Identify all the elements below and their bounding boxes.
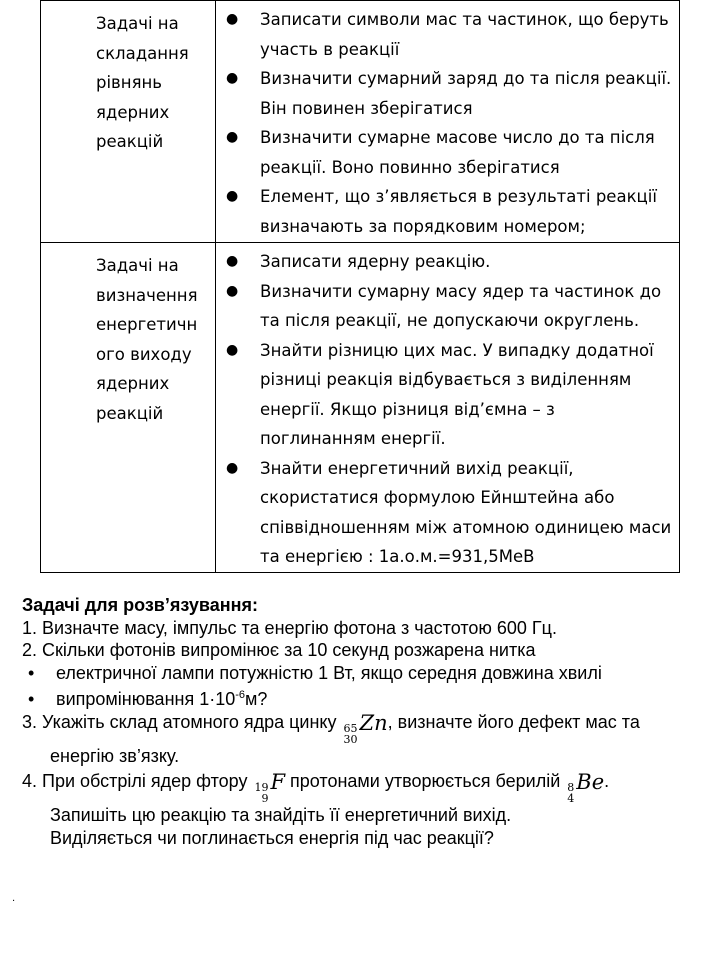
topic-text — [41, 1, 215, 157]
bullet-icon: ● — [226, 253, 239, 269]
list-item — [216, 182, 673, 241]
list-item — [216, 5, 673, 64]
topic-line: ого виходу — [96, 344, 192, 364]
bullet-icon: ● — [226, 188, 239, 204]
charge-number: 4 — [567, 792, 575, 805]
footer-mark: . — [12, 893, 16, 904]
bullet-icon: ● — [226, 11, 239, 27]
step-text: Записати ядерну реакцію. — [260, 252, 491, 271]
topic-line: Задачі на — [96, 256, 179, 275]
table-row — [41, 1, 680, 243]
list-item — [216, 336, 673, 454]
steps-list — [216, 1, 679, 241]
topic-cell — [41, 243, 216, 573]
list-item — [216, 454, 673, 572]
task-4-line-3: Виділяється чи поглинається енергія під час реакції? — [50, 827, 494, 848]
mass-number: 19 — [254, 781, 269, 794]
tasks-heading: Задачі для розв’язування: — [22, 595, 258, 615]
bullet-icon: ● — [226, 282, 239, 299]
bullet-icon: ● — [226, 129, 239, 145]
topic-line: рівнянь — [96, 73, 163, 92]
task-text: протонами утворюється берилій — [285, 771, 566, 791]
task-text: м? — [245, 689, 268, 709]
step-text: Визначити сумарне масове число до та після реакції. Воно повинно зберігатися — [260, 128, 655, 177]
mass-number: 65 — [343, 721, 358, 735]
beryllium-nuclide — [567, 782, 574, 804]
topic-line: складання — [96, 43, 189, 63]
element-symbol: Be — [576, 770, 605, 794]
list-item — [216, 64, 673, 123]
topic-line: ядерних — [96, 102, 170, 122]
topic-text — [41, 243, 215, 428]
task-text: , визначте його дефект мас та — [387, 711, 640, 732]
charge-number: 30 — [343, 732, 358, 746]
task-4 — [22, 770, 720, 804]
steps-cell — [216, 243, 680, 573]
bullet-icon: • — [28, 689, 35, 709]
task-3 — [22, 711, 720, 745]
steps-cell — [216, 1, 680, 243]
element-symbol: F — [270, 770, 286, 794]
charge-number: 9 — [261, 792, 269, 805]
task-2: 2. Скільки фотонів випромінює за 10 секунд розжарена нитка — [22, 640, 536, 660]
task-2-line-2 — [22, 662, 720, 685]
table-row — [41, 243, 680, 573]
task-text: електричної лампи потужністю 1 Вт, якщо середня довжина хвилі — [56, 662, 602, 683]
task-1: 1. Визначте масу, імпульс та енергію фотона з частотою 600 Гц. — [22, 617, 557, 638]
step-text: Елемент, що з’являється в результаті реакції визначають за порядковим номером; — [260, 187, 657, 236]
task-text: випромінювання 1·10 — [56, 689, 236, 709]
steps-list — [216, 243, 679, 572]
fluorine-nuclide — [254, 782, 268, 804]
mass-number: 8 — [567, 781, 575, 794]
bullet-icon: • — [28, 662, 35, 683]
exponent: -6 — [235, 689, 246, 701]
list-item — [216, 247, 673, 277]
topic-line: Задачі на — [96, 14, 179, 33]
step-text: Знайти енергетичний вихід реакції, скористатися формулою Ейнштейна або співвідношенням між атомною одиницею маси та енергією : 1а.о.м.=931,5МеВ — [260, 458, 672, 566]
task-2-line-3 — [22, 684, 720, 711]
task-text: 3. Укажіть склад атомного ядра цинку — [22, 711, 342, 732]
step-text: Записати символи мас та частинок, що беруть участь в реакції — [260, 10, 669, 59]
step-text: Визначити сумарний заряд до та після реакції. Він повинен зберігатися — [260, 69, 672, 118]
element-symbol: Zn — [359, 710, 388, 735]
step-text: Знайти різницю цих мас. У випадку додатної різниці реакція відбувається з виділенням енергії. Якщо різниця від’ємна – з поглинанням енергії. — [260, 340, 654, 448]
topic-line: визначення — [96, 285, 198, 305]
list-item — [216, 123, 673, 182]
topic-line: реакцій — [96, 132, 164, 151]
topic-cell — [41, 1, 216, 243]
topic-line: ядерних — [96, 374, 170, 393]
tasks-section — [22, 594, 720, 849]
task-3-cont: енергію зв’язку. — [50, 745, 180, 766]
bullet-icon: ● — [226, 341, 239, 358]
task-4-line-2: Запишіть цю реакцію та знайдіть її енергетичний вихід. — [50, 805, 512, 825]
step-text: Визначити сумарну масу ядер та частинок до та після реакції, не допускаючи округлень. — [260, 281, 662, 330]
topic-line: реакцій — [96, 403, 164, 423]
zinc-nuclide — [344, 723, 358, 745]
task-text: . — [604, 771, 610, 791]
methods-table — [40, 0, 680, 573]
task-text: 4. При обстрілі ядер фтору — [22, 771, 253, 791]
list-item — [216, 277, 673, 336]
bullet-icon: ● — [226, 70, 239, 86]
bullet-icon: ● — [226, 459, 239, 476]
topic-line: енергетичн — [96, 315, 198, 334]
